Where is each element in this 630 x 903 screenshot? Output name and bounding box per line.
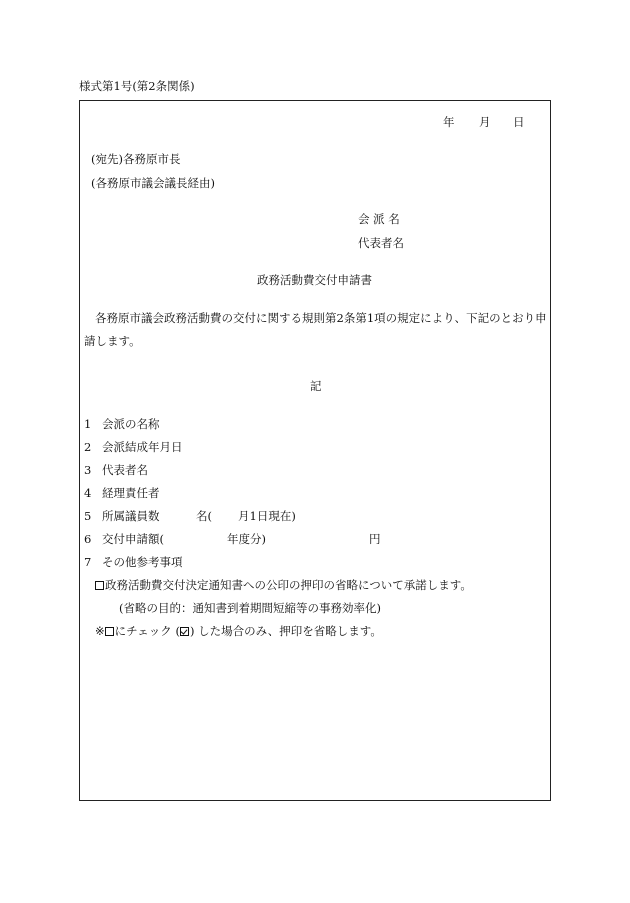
item-label: 経理責任者 — [102, 486, 160, 500]
item-2 — [84, 440, 183, 454]
item-label: 所属議員数 — [102, 509, 160, 523]
body-text-line-2: 請します。 — [84, 334, 141, 348]
item-label: 交付申請額( — [102, 532, 164, 546]
date-month-label: 月 — [479, 115, 491, 129]
consent-purpose: (省略の目的：通知書到着期間短縮等の事務効率化) — [119, 601, 381, 615]
as-of-date-label: 月1日現在) — [238, 509, 296, 523]
item-label: 会派結成年月日 — [102, 440, 183, 454]
body-text-line-1: 各務原市議会政務活動費の交付に関する規則第2条第1項の規定により、下記のとおり申 — [95, 311, 547, 325]
member-count-unit: 名( — [196, 509, 212, 523]
addressee-via: (各務原市議会議長経由) — [91, 176, 215, 190]
item-label: その他参考事項 — [102, 555, 183, 569]
item-1 — [84, 417, 160, 431]
item-label: 会派の名称 — [102, 417, 160, 431]
form-number-label: 様式第1号(第2条関係) — [79, 79, 195, 93]
item-number: 6 — [84, 532, 92, 546]
item-label: 代表者名 — [102, 463, 148, 477]
ki-heading: 記 — [310, 379, 322, 393]
item-4 — [84, 486, 160, 500]
date-day-label: 日 — [513, 115, 525, 129]
note-text-end: ) した場合のみ、押印を省略します。 — [189, 624, 382, 638]
representative-label: 代表者名 — [358, 236, 404, 250]
note-asterisk: ※ — [95, 624, 105, 638]
addressee-to: (宛先)各務原市長 — [91, 152, 181, 166]
item-5 — [84, 509, 160, 523]
checked-checkbox-icon — [180, 627, 189, 636]
item-7 — [84, 555, 183, 569]
empty-checkbox-icon — [105, 627, 114, 636]
item-number: 3 — [84, 463, 92, 477]
item-6 — [84, 532, 164, 546]
yen-unit-label: 円 — [369, 532, 381, 546]
note-text-mid: にチェック ( — [114, 624, 180, 638]
item-3 — [84, 463, 148, 477]
consent-checkbox[interactable] — [95, 581, 104, 590]
date-year-label: 年 — [443, 115, 455, 129]
item-number: 7 — [84, 555, 92, 569]
item-number: 4 — [84, 486, 92, 500]
faction-name-label: 会 派 名 — [358, 212, 400, 226]
item-number: 5 — [84, 509, 92, 523]
consent-note — [95, 624, 382, 638]
consent-row — [95, 578, 472, 592]
consent-text: 政務活動費交付決定通知書への公印の押印の省略について承諾します。 — [105, 578, 472, 592]
fiscal-year-label: 年度分) — [227, 532, 266, 546]
document-title: 政務活動費交付申請書 — [257, 273, 372, 287]
item-number: 1 — [84, 417, 92, 431]
item-number: 2 — [84, 440, 92, 454]
